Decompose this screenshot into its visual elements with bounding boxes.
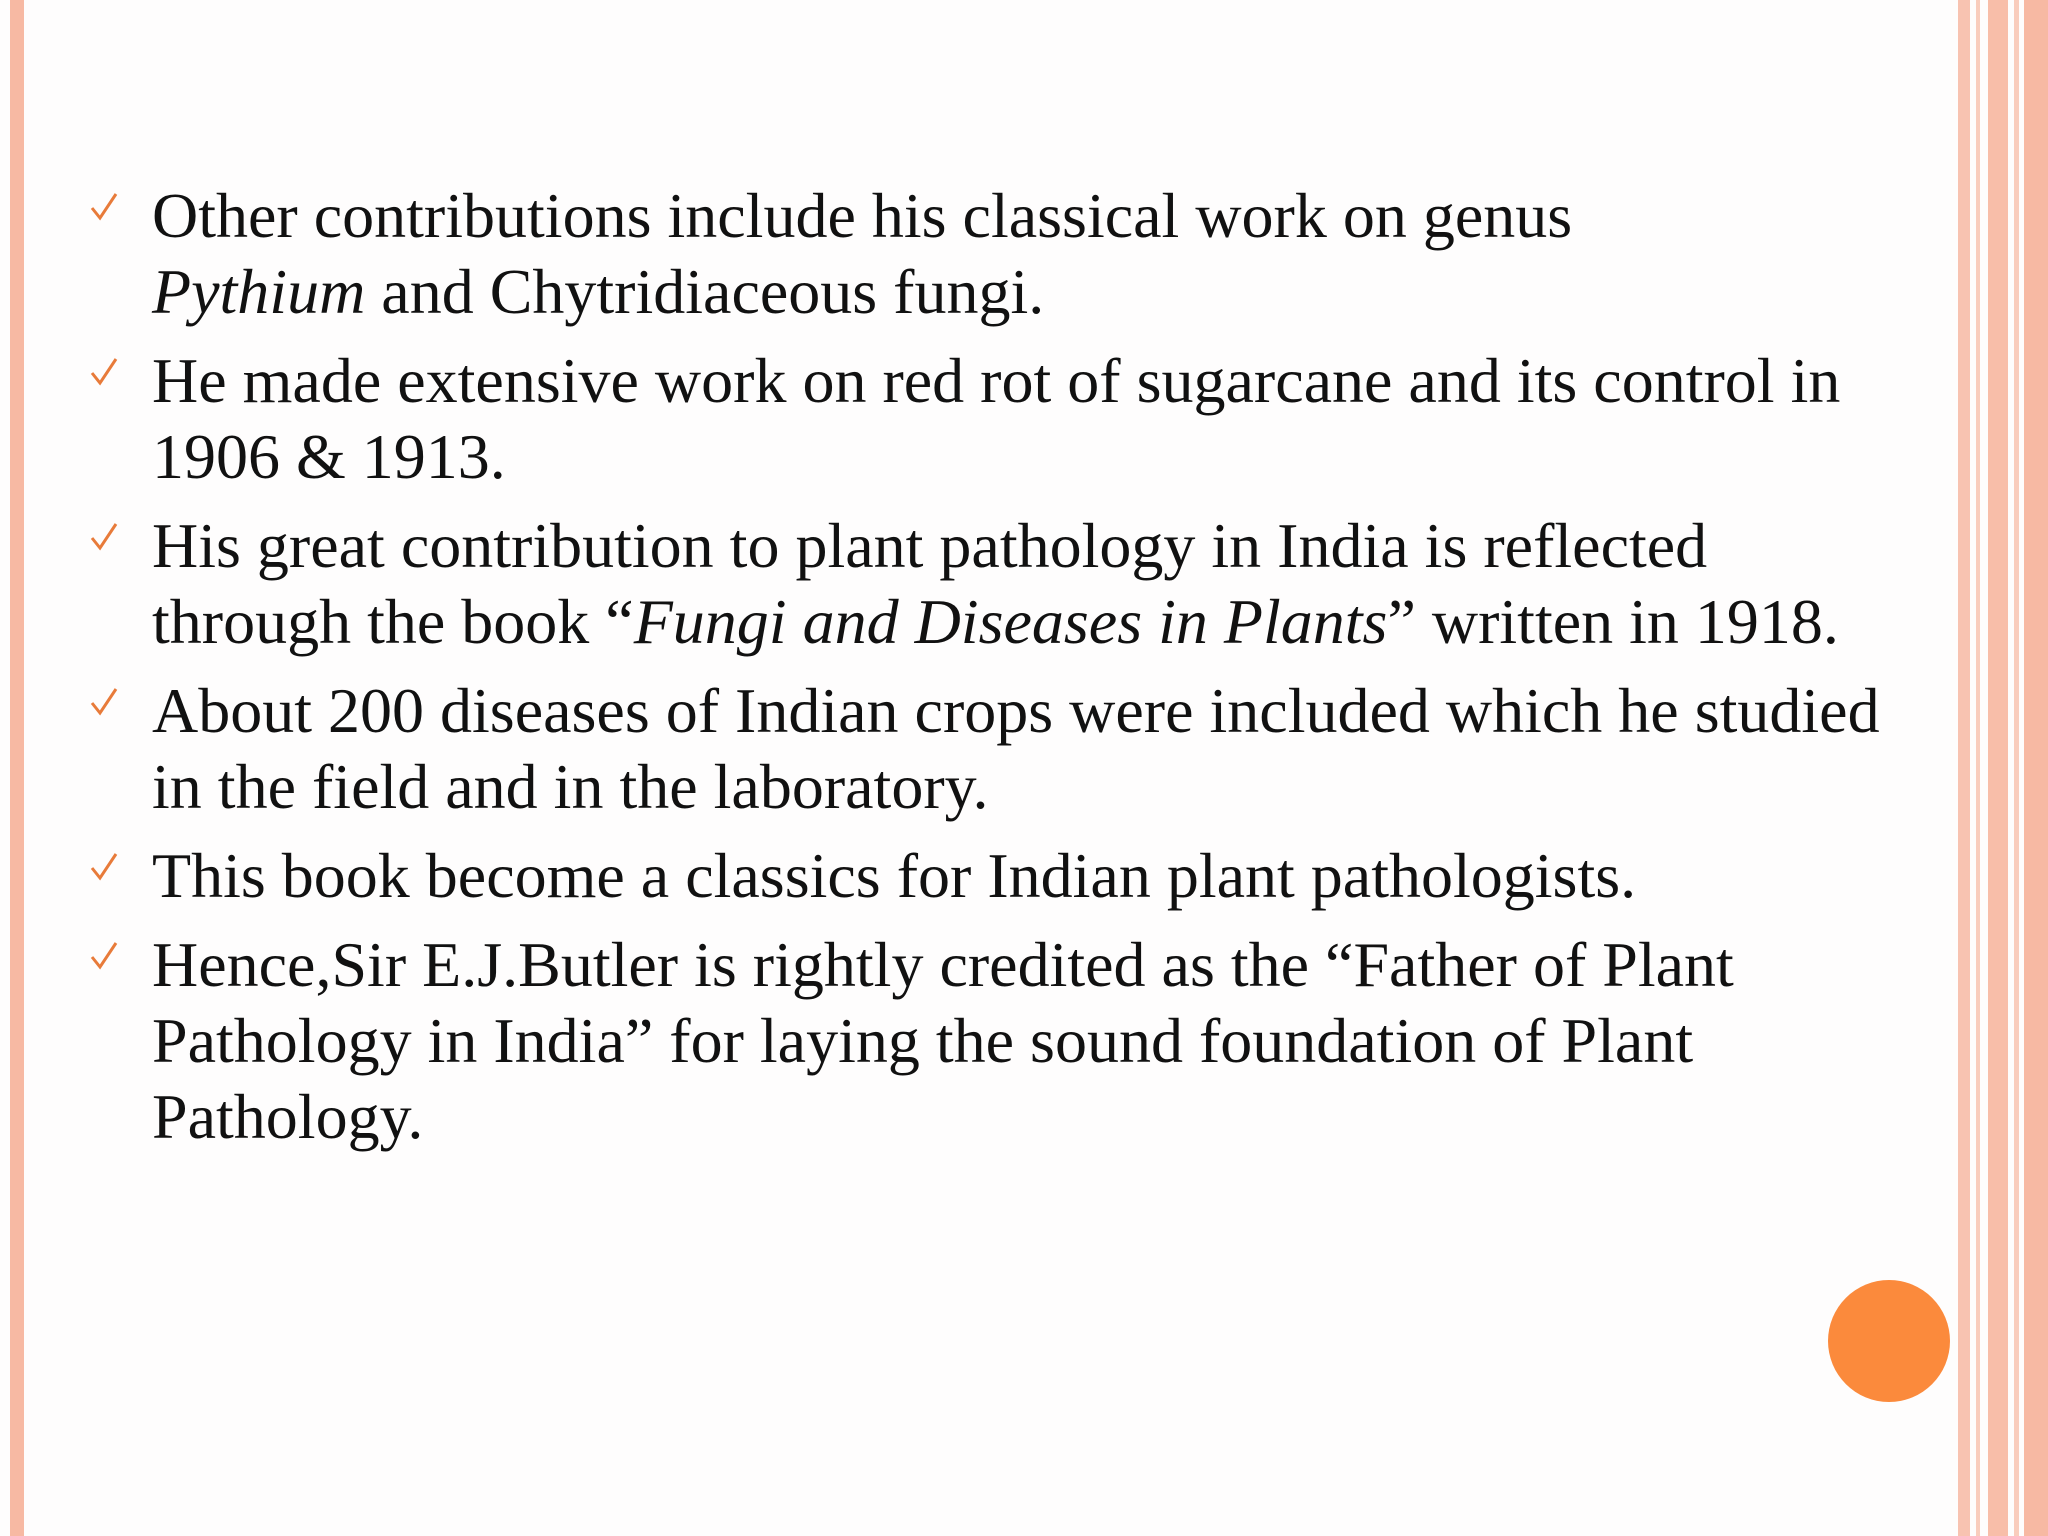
bullet-item xyxy=(88,508,1918,660)
bullet-text: This book become a classics for Indian plant pathologists. xyxy=(152,840,1637,911)
bullet-text: and Chytridiaceous fungi. xyxy=(365,256,1045,327)
bullet-text: ” written in 1918. xyxy=(1387,586,1839,657)
border-stripe xyxy=(1988,0,2008,1536)
bullet-text: Hence,Sir E.J.Butler is rightly credited as the “Father of Plant Pathology in India” for laying the sound foundation of Plant Pathology. xyxy=(152,929,1734,1152)
bullet-item xyxy=(88,838,1918,914)
bullet-text: Other contributions include his classical work on genus xyxy=(152,180,1573,251)
right-border-stripes xyxy=(1958,0,2048,1536)
checkmark-icon xyxy=(88,343,128,399)
orange-circle-decoration xyxy=(1828,1280,1950,1402)
bullet-item xyxy=(88,343,1918,495)
bullet-italic-text: Pythium xyxy=(152,256,366,327)
checkmark-icon xyxy=(88,927,128,983)
checkmark-icon xyxy=(88,673,128,729)
bullet-item xyxy=(88,178,1918,330)
checkmark-icon xyxy=(88,508,128,564)
border-stripe xyxy=(1976,0,1980,1536)
checkmark-icon xyxy=(88,838,128,894)
border-stripe xyxy=(1958,0,1970,1536)
bullet-text: His great contribution to plant pathology in India is reflected through the book “ xyxy=(152,510,1708,657)
border-stripe xyxy=(2014,0,2019,1536)
bullet-text: About 200 diseases of Indian crops were included which he studied in the field and in the laboratory. xyxy=(152,675,1880,822)
border-stripe xyxy=(2024,0,2048,1536)
bullet-text: He made extensive work on red rot of sugarcane and its control in 1906 & 1913. xyxy=(152,345,1841,492)
bullet-item xyxy=(88,927,1918,1155)
bullet-list xyxy=(88,178,1918,1168)
bullet-item xyxy=(88,673,1918,825)
bullet-italic-text: Fungi and Diseases in Plants xyxy=(633,586,1388,657)
left-border-stripe xyxy=(10,0,24,1536)
checkmark-icon xyxy=(88,178,128,234)
